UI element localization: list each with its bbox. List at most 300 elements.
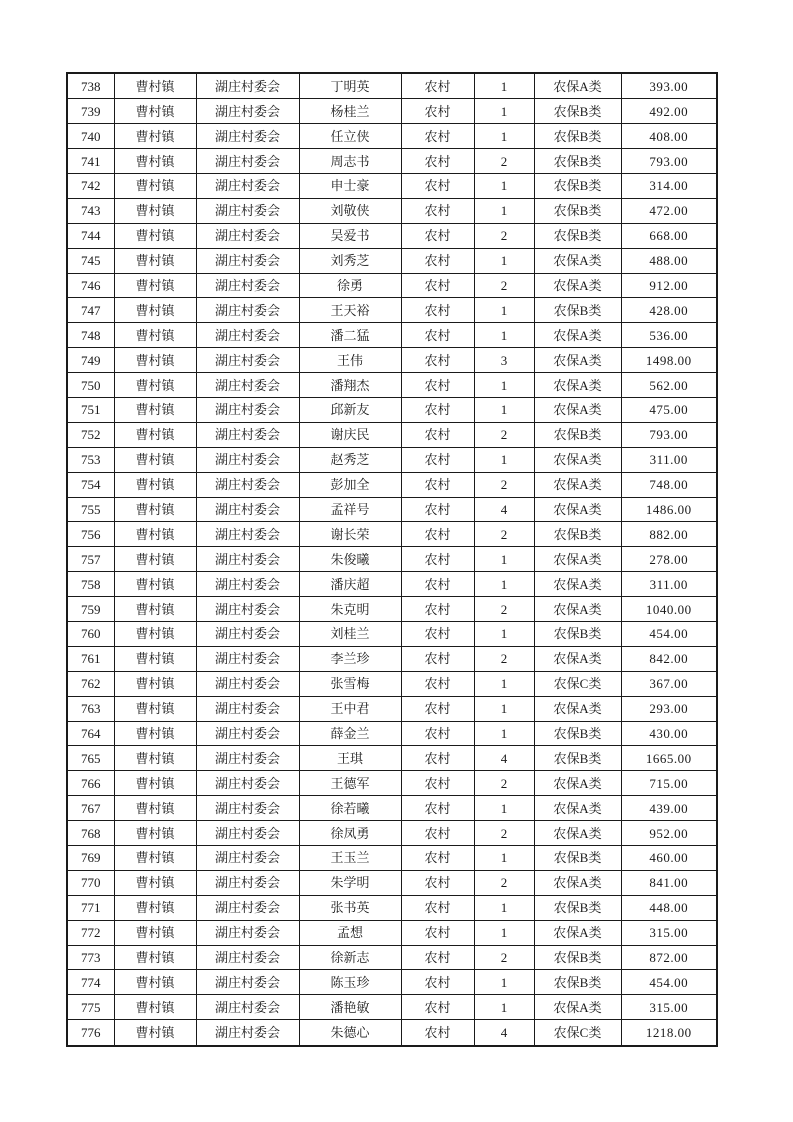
cell-village-committee: 湖庄村委会 xyxy=(196,895,299,920)
cell-insurance-category: 农保B类 xyxy=(534,223,621,248)
cell-residence-type: 农村 xyxy=(401,920,474,945)
cell-residence-type: 农村 xyxy=(401,323,474,348)
cell-town: 曹村镇 xyxy=(114,422,196,447)
cell-person-count: 1 xyxy=(474,397,534,422)
cell-sequence-number: 768 xyxy=(67,821,114,846)
cell-insurance-category: 农保B类 xyxy=(534,422,621,447)
cell-residence-type: 农村 xyxy=(401,447,474,472)
cell-person-count: 2 xyxy=(474,870,534,895)
cell-sequence-number: 743 xyxy=(67,198,114,223)
cell-insurance-category: 农保A类 xyxy=(534,497,621,522)
cell-amount: 1040.00 xyxy=(621,597,717,622)
cell-insurance-category: 农保B类 xyxy=(534,522,621,547)
cell-village-committee: 湖庄村委会 xyxy=(196,397,299,422)
cell-village-committee: 湖庄村委会 xyxy=(196,547,299,572)
cell-residence-type: 农村 xyxy=(401,895,474,920)
cell-person-count: 1 xyxy=(474,721,534,746)
cell-insurance-category: 农保B类 xyxy=(534,298,621,323)
cell-person-name: 刘敬侠 xyxy=(299,198,401,223)
cell-sequence-number: 760 xyxy=(67,621,114,646)
cell-amount: 841.00 xyxy=(621,870,717,895)
cell-insurance-category: 农保A类 xyxy=(534,447,621,472)
cell-village-committee: 湖庄村委会 xyxy=(196,472,299,497)
cell-insurance-category: 农保B类 xyxy=(534,621,621,646)
cell-village-committee: 湖庄村委会 xyxy=(196,124,299,149)
cell-sequence-number: 746 xyxy=(67,273,114,298)
cell-person-count: 3 xyxy=(474,348,534,373)
cell-person-name: 刘桂兰 xyxy=(299,621,401,646)
table-row xyxy=(67,198,717,223)
cell-residence-type: 农村 xyxy=(401,995,474,1020)
table-row xyxy=(67,447,717,472)
cell-person-name: 邱新友 xyxy=(299,397,401,422)
cell-amount: 460.00 xyxy=(621,846,717,871)
cell-amount: 311.00 xyxy=(621,447,717,472)
table-row xyxy=(67,771,717,796)
cell-insurance-category: 农保A类 xyxy=(534,348,621,373)
cell-residence-type: 农村 xyxy=(401,721,474,746)
cell-village-committee: 湖庄村委会 xyxy=(196,870,299,895)
cell-person-count: 4 xyxy=(474,1020,534,1046)
cell-village-committee: 湖庄村委会 xyxy=(196,447,299,472)
cell-person-count: 1 xyxy=(474,173,534,198)
table-row xyxy=(67,870,717,895)
cell-person-count: 1 xyxy=(474,73,534,99)
table-row xyxy=(67,298,717,323)
cell-town: 曹村镇 xyxy=(114,621,196,646)
cell-town: 曹村镇 xyxy=(114,149,196,174)
cell-insurance-category: 农保A类 xyxy=(534,696,621,721)
cell-town: 曹村镇 xyxy=(114,73,196,99)
cell-town: 曹村镇 xyxy=(114,846,196,871)
cell-amount: 882.00 xyxy=(621,522,717,547)
cell-town: 曹村镇 xyxy=(114,447,196,472)
cell-person-name: 丁明英 xyxy=(299,73,401,99)
cell-residence-type: 农村 xyxy=(401,1020,474,1046)
cell-village-committee: 湖庄村委会 xyxy=(196,173,299,198)
cell-insurance-category: 农保C类 xyxy=(534,1020,621,1046)
cell-person-name: 王天裕 xyxy=(299,298,401,323)
cell-person-name: 谢庆民 xyxy=(299,422,401,447)
cell-amount: 1665.00 xyxy=(621,746,717,771)
cell-town: 曹村镇 xyxy=(114,472,196,497)
cell-sequence-number: 774 xyxy=(67,970,114,995)
cell-person-name: 彭加全 xyxy=(299,472,401,497)
cell-amount: 472.00 xyxy=(621,198,717,223)
cell-residence-type: 农村 xyxy=(401,73,474,99)
cell-town: 曹村镇 xyxy=(114,173,196,198)
cell-sequence-number: 738 xyxy=(67,73,114,99)
cell-insurance-category: 农保A类 xyxy=(534,796,621,821)
cell-person-name: 徐凤勇 xyxy=(299,821,401,846)
cell-person-count: 2 xyxy=(474,522,534,547)
cell-person-count: 1 xyxy=(474,373,534,398)
cell-amount: 912.00 xyxy=(621,273,717,298)
cell-sequence-number: 755 xyxy=(67,497,114,522)
cell-residence-type: 农村 xyxy=(401,945,474,970)
cell-sequence-number: 751 xyxy=(67,397,114,422)
cell-person-name: 任立侠 xyxy=(299,124,401,149)
cell-sequence-number: 750 xyxy=(67,373,114,398)
cell-village-committee: 湖庄村委会 xyxy=(196,821,299,846)
cell-amount: 393.00 xyxy=(621,73,717,99)
cell-person-count: 1 xyxy=(474,99,534,124)
cell-amount: 475.00 xyxy=(621,397,717,422)
cell-person-name: 李兰珍 xyxy=(299,646,401,671)
cell-village-committee: 湖庄村委会 xyxy=(196,348,299,373)
cell-residence-type: 农村 xyxy=(401,422,474,447)
cell-insurance-category: 农保B类 xyxy=(534,746,621,771)
table-row xyxy=(67,572,717,597)
cell-person-name: 陈玉珍 xyxy=(299,970,401,995)
table-row xyxy=(67,646,717,671)
cell-village-committee: 湖庄村委会 xyxy=(196,995,299,1020)
cell-sequence-number: 759 xyxy=(67,597,114,622)
cell-person-count: 4 xyxy=(474,497,534,522)
table-row xyxy=(67,99,717,124)
cell-sequence-number: 757 xyxy=(67,547,114,572)
cell-town: 曹村镇 xyxy=(114,671,196,696)
cell-village-committee: 湖庄村委会 xyxy=(196,771,299,796)
cell-town: 曹村镇 xyxy=(114,124,196,149)
cell-village-committee: 湖庄村委会 xyxy=(196,721,299,746)
cell-amount: 492.00 xyxy=(621,99,717,124)
cell-person-count: 2 xyxy=(474,771,534,796)
cell-residence-type: 农村 xyxy=(401,621,474,646)
cell-insurance-category: 农保A类 xyxy=(534,995,621,1020)
cell-amount: 562.00 xyxy=(621,373,717,398)
cell-insurance-category: 农保B类 xyxy=(534,173,621,198)
cell-residence-type: 农村 xyxy=(401,696,474,721)
cell-sequence-number: 762 xyxy=(67,671,114,696)
cell-person-name: 王中君 xyxy=(299,696,401,721)
table-row xyxy=(67,995,717,1020)
cell-insurance-category: 农保A类 xyxy=(534,472,621,497)
cell-town: 曹村镇 xyxy=(114,522,196,547)
table-row xyxy=(67,621,717,646)
cell-person-count: 1 xyxy=(474,298,534,323)
cell-sequence-number: 741 xyxy=(67,149,114,174)
cell-amount: 793.00 xyxy=(621,149,717,174)
cell-sequence-number: 753 xyxy=(67,447,114,472)
cell-village-committee: 湖庄村委会 xyxy=(196,621,299,646)
cell-person-name: 王德军 xyxy=(299,771,401,796)
table-row xyxy=(67,522,717,547)
cell-residence-type: 农村 xyxy=(401,646,474,671)
cell-sequence-number: 763 xyxy=(67,696,114,721)
cell-person-name: 潘翔杰 xyxy=(299,373,401,398)
cell-person-count: 4 xyxy=(474,746,534,771)
cell-person-name: 潘庆超 xyxy=(299,572,401,597)
table-row xyxy=(67,920,717,945)
cell-village-committee: 湖庄村委会 xyxy=(196,248,299,273)
cell-residence-type: 农村 xyxy=(401,746,474,771)
cell-insurance-category: 农保A类 xyxy=(534,821,621,846)
cell-sequence-number: 747 xyxy=(67,298,114,323)
cell-amount: 1486.00 xyxy=(621,497,717,522)
table-row xyxy=(67,323,717,348)
cell-town: 曹村镇 xyxy=(114,273,196,298)
cell-residence-type: 农村 xyxy=(401,124,474,149)
cell-village-committee: 湖庄村委会 xyxy=(196,273,299,298)
cell-amount: 668.00 xyxy=(621,223,717,248)
cell-village-committee: 湖庄村委会 xyxy=(196,846,299,871)
table-row xyxy=(67,796,717,821)
cell-amount: 454.00 xyxy=(621,970,717,995)
table-row xyxy=(67,273,717,298)
cell-sequence-number: 773 xyxy=(67,945,114,970)
cell-town: 曹村镇 xyxy=(114,348,196,373)
table-row xyxy=(67,422,717,447)
cell-sequence-number: 767 xyxy=(67,796,114,821)
cell-residence-type: 农村 xyxy=(401,248,474,273)
cell-person-name: 孟想 xyxy=(299,920,401,945)
cell-insurance-category: 农保A类 xyxy=(534,646,621,671)
cell-person-count: 1 xyxy=(474,920,534,945)
cell-person-name: 潘艳敏 xyxy=(299,995,401,1020)
cell-insurance-category: 农保B类 xyxy=(534,99,621,124)
cell-town: 曹村镇 xyxy=(114,970,196,995)
cell-person-name: 刘秀芝 xyxy=(299,248,401,273)
table-row xyxy=(67,497,717,522)
cell-person-name: 谢长荣 xyxy=(299,522,401,547)
cell-town: 曹村镇 xyxy=(114,945,196,970)
cell-insurance-category: 农保A类 xyxy=(534,248,621,273)
cell-residence-type: 农村 xyxy=(401,273,474,298)
cell-person-name: 赵秀芝 xyxy=(299,447,401,472)
table-row xyxy=(67,821,717,846)
cell-village-committee: 湖庄村委会 xyxy=(196,920,299,945)
cell-town: 曹村镇 xyxy=(114,223,196,248)
cell-person-count: 1 xyxy=(474,323,534,348)
cell-village-committee: 湖庄村委会 xyxy=(196,522,299,547)
cell-town: 曹村镇 xyxy=(114,547,196,572)
cell-sequence-number: 764 xyxy=(67,721,114,746)
cell-sequence-number: 744 xyxy=(67,223,114,248)
cell-insurance-category: 农保A类 xyxy=(534,920,621,945)
cell-person-count: 2 xyxy=(474,149,534,174)
cell-sequence-number: 770 xyxy=(67,870,114,895)
cell-person-count: 2 xyxy=(474,646,534,671)
cell-town: 曹村镇 xyxy=(114,572,196,597)
cell-residence-type: 农村 xyxy=(401,796,474,821)
cell-sequence-number: 761 xyxy=(67,646,114,671)
cell-person-count: 2 xyxy=(474,472,534,497)
table-row xyxy=(67,696,717,721)
cell-sequence-number: 739 xyxy=(67,99,114,124)
cell-person-count: 1 xyxy=(474,198,534,223)
cell-residence-type: 农村 xyxy=(401,223,474,248)
cell-amount: 448.00 xyxy=(621,895,717,920)
cell-person-name: 申士豪 xyxy=(299,173,401,198)
cell-town: 曹村镇 xyxy=(114,721,196,746)
cell-sequence-number: 749 xyxy=(67,348,114,373)
cell-person-name: 薛金兰 xyxy=(299,721,401,746)
table-row xyxy=(67,970,717,995)
table-row xyxy=(67,746,717,771)
cell-town: 曹村镇 xyxy=(114,248,196,273)
cell-person-count: 1 xyxy=(474,995,534,1020)
cell-person-count: 2 xyxy=(474,821,534,846)
cell-person-count: 2 xyxy=(474,597,534,622)
cell-village-committee: 湖庄村委会 xyxy=(196,646,299,671)
cell-amount: 314.00 xyxy=(621,173,717,198)
cell-amount: 793.00 xyxy=(621,422,717,447)
cell-person-count: 2 xyxy=(474,422,534,447)
cell-amount: 488.00 xyxy=(621,248,717,273)
table-row xyxy=(67,348,717,373)
cell-person-name: 王伟 xyxy=(299,348,401,373)
cell-person-count: 2 xyxy=(474,273,534,298)
table-row xyxy=(67,671,717,696)
cell-village-committee: 湖庄村委会 xyxy=(196,572,299,597)
cell-town: 曹村镇 xyxy=(114,198,196,223)
cell-insurance-category: 农保A类 xyxy=(534,323,621,348)
table-row xyxy=(67,373,717,398)
cell-village-committee: 湖庄村委会 xyxy=(196,945,299,970)
cell-residence-type: 农村 xyxy=(401,846,474,871)
cell-insurance-category: 农保B类 xyxy=(534,970,621,995)
cell-insurance-category: 农保B类 xyxy=(534,124,621,149)
cell-town: 曹村镇 xyxy=(114,870,196,895)
cell-residence-type: 农村 xyxy=(401,397,474,422)
cell-person-name: 孟祥号 xyxy=(299,497,401,522)
table-row xyxy=(67,846,717,871)
cell-person-name: 王琪 xyxy=(299,746,401,771)
table-row xyxy=(67,895,717,920)
cell-town: 曹村镇 xyxy=(114,373,196,398)
cell-town: 曹村镇 xyxy=(114,497,196,522)
cell-town: 曹村镇 xyxy=(114,323,196,348)
cell-village-committee: 湖庄村委会 xyxy=(196,1020,299,1046)
cell-residence-type: 农村 xyxy=(401,547,474,572)
cell-village-committee: 湖庄村委会 xyxy=(196,422,299,447)
cell-person-name: 张书英 xyxy=(299,895,401,920)
cell-amount: 1218.00 xyxy=(621,1020,717,1046)
cell-town: 曹村镇 xyxy=(114,298,196,323)
cell-insurance-category: 农保A类 xyxy=(534,597,621,622)
cell-village-committee: 湖庄村委会 xyxy=(196,671,299,696)
cell-amount: 408.00 xyxy=(621,124,717,149)
table-row xyxy=(67,248,717,273)
cell-residence-type: 农村 xyxy=(401,497,474,522)
cell-person-count: 1 xyxy=(474,447,534,472)
table-row xyxy=(67,945,717,970)
cell-person-name: 张雪梅 xyxy=(299,671,401,696)
cell-insurance-category: 农保B类 xyxy=(534,721,621,746)
cell-sequence-number: 776 xyxy=(67,1020,114,1046)
cell-insurance-category: 农保A类 xyxy=(534,547,621,572)
cell-person-count: 1 xyxy=(474,696,534,721)
cell-village-committee: 湖庄村委会 xyxy=(196,198,299,223)
cell-residence-type: 农村 xyxy=(401,821,474,846)
cell-sequence-number: 748 xyxy=(67,323,114,348)
cell-village-committee: 湖庄村委会 xyxy=(196,223,299,248)
cell-person-name: 徐新志 xyxy=(299,945,401,970)
cell-person-name: 潘二猛 xyxy=(299,323,401,348)
cell-sequence-number: 772 xyxy=(67,920,114,945)
cell-town: 曹村镇 xyxy=(114,646,196,671)
cell-amount: 952.00 xyxy=(621,821,717,846)
cell-sequence-number: 742 xyxy=(67,173,114,198)
cell-town: 曹村镇 xyxy=(114,771,196,796)
cell-person-name: 徐勇 xyxy=(299,273,401,298)
cell-residence-type: 农村 xyxy=(401,149,474,174)
cell-sequence-number: 765 xyxy=(67,746,114,771)
cell-insurance-category: 农保A类 xyxy=(534,273,621,298)
table-row xyxy=(67,547,717,572)
cell-village-committee: 湖庄村委会 xyxy=(196,323,299,348)
cell-person-count: 1 xyxy=(474,572,534,597)
cell-town: 曹村镇 xyxy=(114,821,196,846)
cell-residence-type: 农村 xyxy=(401,671,474,696)
cell-village-committee: 湖庄村委会 xyxy=(196,497,299,522)
cell-insurance-category: 农保A类 xyxy=(534,870,621,895)
cell-town: 曹村镇 xyxy=(114,895,196,920)
cell-amount: 315.00 xyxy=(621,995,717,1020)
cell-person-name: 朱学明 xyxy=(299,870,401,895)
cell-amount: 278.00 xyxy=(621,547,717,572)
cell-person-count: 1 xyxy=(474,671,534,696)
cell-amount: 430.00 xyxy=(621,721,717,746)
cell-sequence-number: 754 xyxy=(67,472,114,497)
cell-town: 曹村镇 xyxy=(114,995,196,1020)
table-row xyxy=(67,124,717,149)
table-row xyxy=(67,223,717,248)
cell-person-name: 杨桂兰 xyxy=(299,99,401,124)
table-row xyxy=(67,73,717,99)
cell-person-name: 朱克明 xyxy=(299,597,401,622)
cell-sequence-number: 740 xyxy=(67,124,114,149)
cell-amount: 748.00 xyxy=(621,472,717,497)
cell-person-name: 王玉兰 xyxy=(299,846,401,871)
cell-sequence-number: 769 xyxy=(67,846,114,871)
table-body xyxy=(67,73,717,1046)
cell-amount: 428.00 xyxy=(621,298,717,323)
cell-residence-type: 农村 xyxy=(401,348,474,373)
cell-village-committee: 湖庄村委会 xyxy=(196,597,299,622)
cell-town: 曹村镇 xyxy=(114,1020,196,1046)
table-row xyxy=(67,397,717,422)
cell-amount: 454.00 xyxy=(621,621,717,646)
cell-village-committee: 湖庄村委会 xyxy=(196,149,299,174)
cell-residence-type: 农村 xyxy=(401,522,474,547)
cell-residence-type: 农村 xyxy=(401,472,474,497)
cell-village-committee: 湖庄村委会 xyxy=(196,746,299,771)
cell-insurance-category: 农保B类 xyxy=(534,198,621,223)
table-row xyxy=(67,721,717,746)
cell-amount: 872.00 xyxy=(621,945,717,970)
cell-amount: 1498.00 xyxy=(621,348,717,373)
cell-insurance-category: 农保A类 xyxy=(534,572,621,597)
cell-insurance-category: 农保A类 xyxy=(534,397,621,422)
table-row xyxy=(67,149,717,174)
cell-person-name: 朱德心 xyxy=(299,1020,401,1046)
cell-insurance-category: 农保A类 xyxy=(534,73,621,99)
cell-person-count: 1 xyxy=(474,970,534,995)
cell-amount: 536.00 xyxy=(621,323,717,348)
cell-sequence-number: 771 xyxy=(67,895,114,920)
cell-insurance-category: 农保B类 xyxy=(534,846,621,871)
cell-person-count: 2 xyxy=(474,945,534,970)
cell-town: 曹村镇 xyxy=(114,99,196,124)
table-row xyxy=(67,173,717,198)
cell-residence-type: 农村 xyxy=(401,198,474,223)
cell-person-count: 1 xyxy=(474,547,534,572)
cell-sequence-number: 752 xyxy=(67,422,114,447)
cell-amount: 439.00 xyxy=(621,796,717,821)
cell-residence-type: 农村 xyxy=(401,771,474,796)
